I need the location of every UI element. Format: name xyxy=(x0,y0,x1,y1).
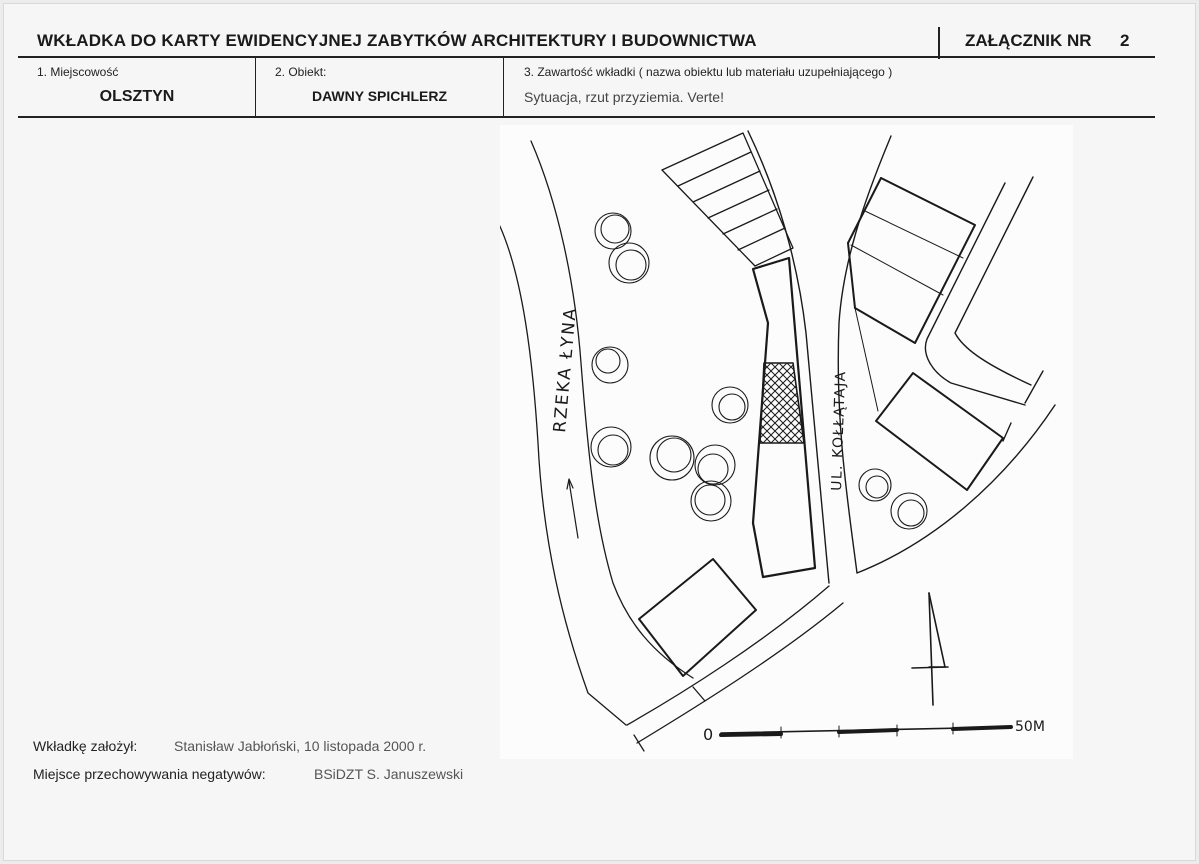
storage-value: BSiDZT S. Januszewski xyxy=(314,766,464,782)
annex-number: 2 xyxy=(1120,31,1130,50)
scale-start-label: 0 xyxy=(703,725,714,744)
location-label: 1. Miejscowość xyxy=(37,65,119,79)
header-rule xyxy=(18,56,1155,58)
street-label: UL. KOŁŁĄTAJA xyxy=(829,370,850,492)
created-by-label: Wkładkę założył: xyxy=(33,738,138,754)
scale-end-label: 50M xyxy=(1015,719,1045,735)
location-value: OLSZTYN xyxy=(99,88,175,105)
building-east xyxy=(876,373,1003,490)
scale-bar xyxy=(703,719,1045,744)
hatched-building-top xyxy=(662,133,793,266)
object-label: 2. Obiekt: xyxy=(275,65,327,79)
annex-label: ZAŁĄCZNIK NR xyxy=(965,31,1092,50)
north-arrow xyxy=(912,593,948,705)
document-title: WKŁADKA DO KARTY EWIDENCYJNEJ ZABYTKÓW ARCHITEKTURY I BUDOWNICTWA xyxy=(37,31,757,50)
site-plan-drawing xyxy=(500,125,1073,759)
building-south xyxy=(639,559,756,676)
field-divider-2 xyxy=(503,58,504,117)
contents-value: Sytuacja, rzut przyziemia. Verte! xyxy=(524,89,724,105)
street-edge-lines xyxy=(748,131,1055,583)
granary-highlighted-section xyxy=(760,363,804,443)
storage-label: Miejsce przechowywania negatywów: xyxy=(33,766,266,782)
header-divider xyxy=(938,27,940,59)
record-card-sheet xyxy=(3,3,1196,861)
tree-symbols xyxy=(591,213,927,529)
fields-bottom-rule xyxy=(18,116,1155,118)
river-flow-arrow xyxy=(567,479,578,538)
site-plan-sketch xyxy=(500,125,1073,759)
created-by-value: Stanisław Jabłoński, 10 listopada 2000 r. xyxy=(174,738,427,754)
river-label: RZEKA ŁYNA xyxy=(550,305,581,434)
contents-label: 3. Zawartość wkładki ( nazwa obiektu lub materiału uzupełniającego ) xyxy=(524,65,893,79)
object-value: DAWNY SPICHLERZ xyxy=(311,88,448,104)
